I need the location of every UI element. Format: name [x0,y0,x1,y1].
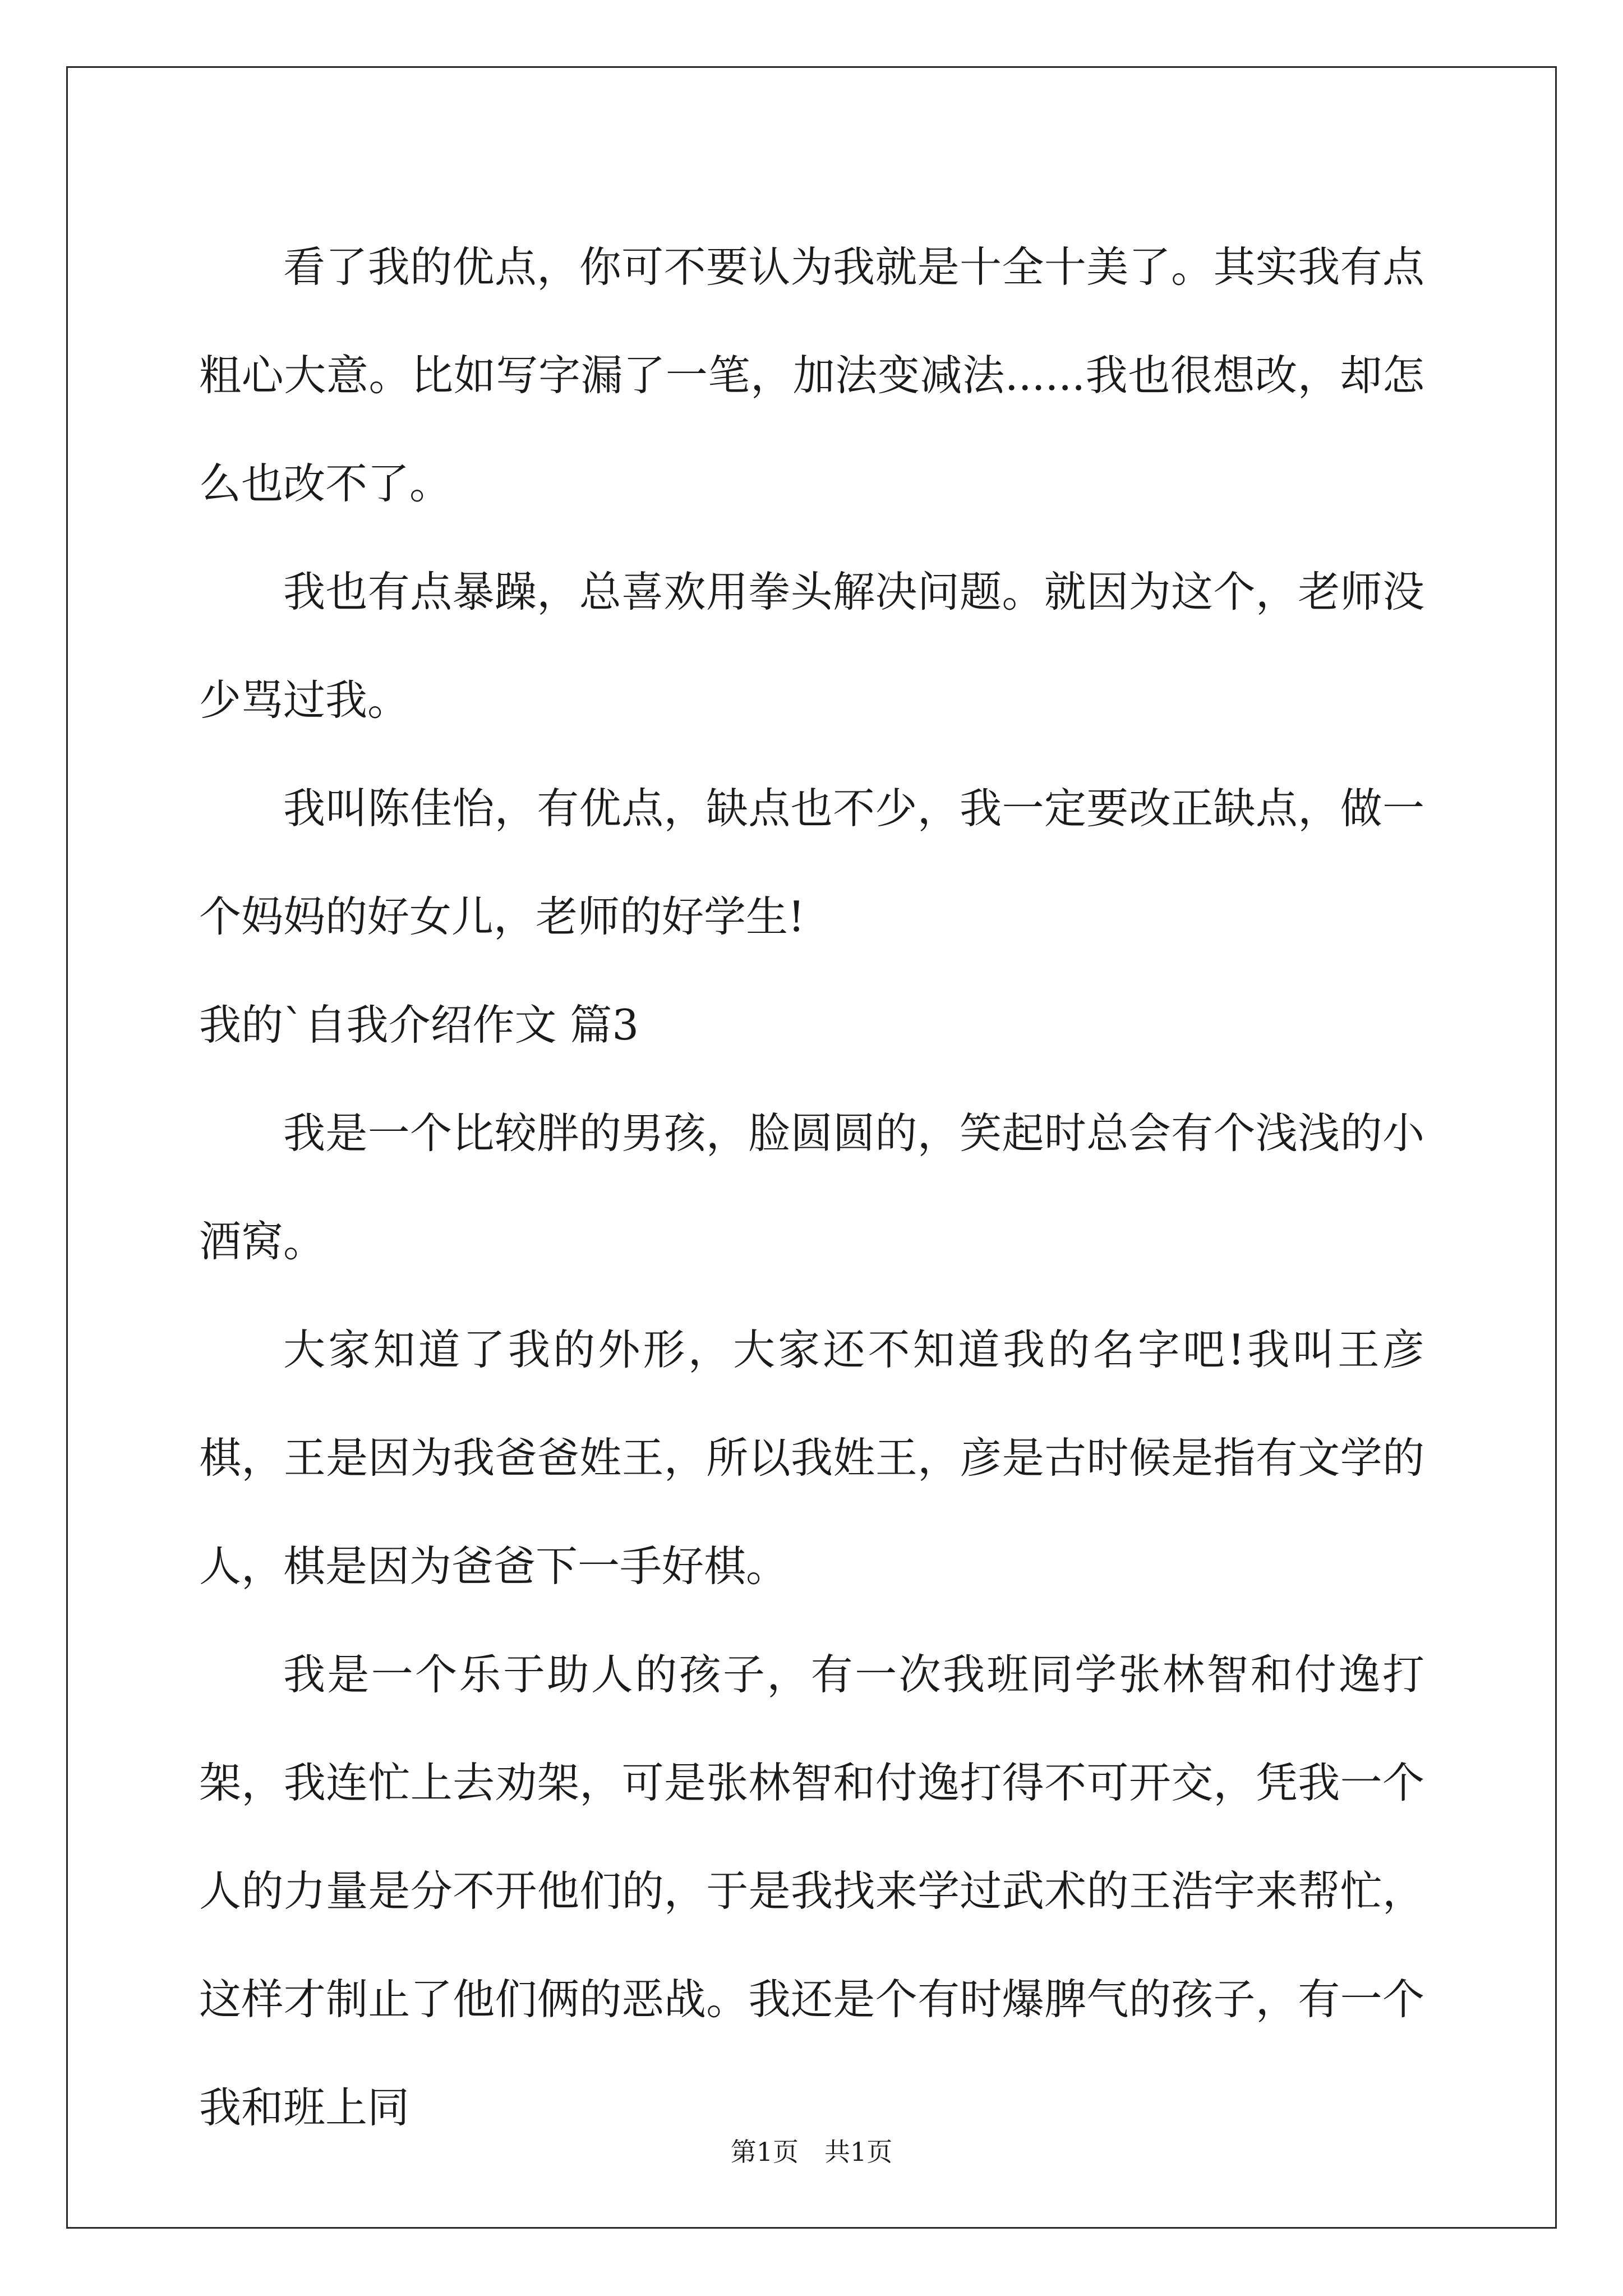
paragraph: 大家知道了我的外形，大家还不知道我的名字吧!我叫王彦棋，王是因为我爸爸姓王，所以我姓王，彦是古时候是指有文学的人，棋是因为爸爸下一手好棋。 [199,1325,1424,1591]
paragraph: 我也有点暴躁，总喜欢用拳头解决问题。就因为这个，老师没少骂过我。 [199,567,1424,725]
paragraph: 看了我的优点，你可不要认为我就是十全十美了。其实我有点粗心大意。比如写字漏了一笔，加法变减法......我也很想改，却怎么也改不了。 [199,242,1424,508]
paragraph: 我叫陈佳怡，有优点，缺点也不少，我一定要改正缺点，做一个妈妈的好女儿，老师的好学生! [199,784,1424,941]
document-body [199,213,1424,2162]
paragraph: 我是一个乐于助人的孩子，有一次我班同学张林智和付逸打架，我连忙上去劝架，可是张林智和付逸打得不可开交，凭我一个人的力量是分不开他们的，于是我找来学过武术的王浩宇来帮忙，这样才制止了他们俩的恶战。我还是个有时爆脾气的孩子，有一个我和班上同 [199,1650,1424,2132]
section-heading: 我的`自我介绍作文 篇3 [199,1000,639,1050]
page-footer: 第1页 共1页 [730,2137,893,2167]
paragraph: 我是一个比较胖的男孩，脸圆圆的，笑起时总会有个浅浅的小酒窝。 [199,1108,1424,1266]
